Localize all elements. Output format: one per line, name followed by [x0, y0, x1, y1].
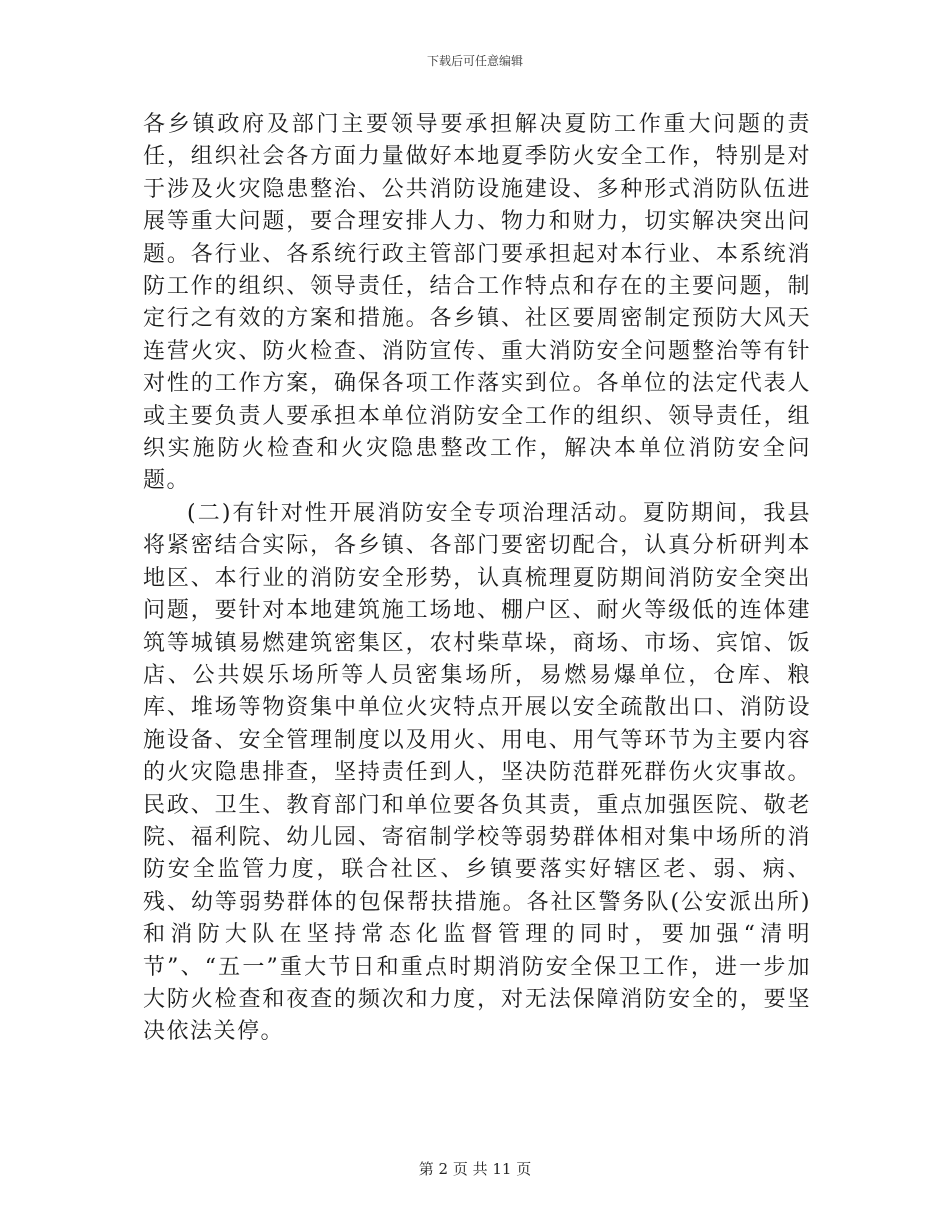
page-header: 下载后可任意编辑 — [426, 54, 523, 68]
paragraph-responsibility: 各乡镇政府及部门主要领导要承担解决夏防工作重大问题的责任，组织社会各方面力量做好本地夏季防火安全工作，特别是对于涉及火灾隐患整治、公共消防设施建设、多种形式消防队伍进展等重大问题，要合理安排人力、物力和财力，切实解决突出问题。各行业、各系统行政主管部门要承担起对本行业、本系统消防工作的组织、领导责任，结合工作特点和存在的主要问题，制定行之有效的方案和措施。各乡镇、社区要周密制定预防大风天连营火灾、防火检查、消防宣传、重大消防安全问题整治等有针对性的工作方案，确保各项工作落实到位。各单位的法定代表人或主要负责人要承担本单位消防安全工作的组织、领导责任，组织实施防火检查和火灾隐患整改工作，解决本单位消防安全问题。 — [143, 112, 811, 494]
document-body — [143, 109, 811, 1049]
page-number-footer: 第 2 页 共 11 页 — [418, 1160, 532, 1178]
paragraph-special-governance: (二)有针对性开展消防安全专项治理活动。夏防期间，我县将紧密结合实际，各乡镇、各部门要密切配合，认真分析研判本地区、本行业的消防安全形势，认真梳理夏防期间消防安全突出问题，要针对本地建筑施工场地、棚户区、耐火等级低的连体建筑等城镇易燃建筑密集区，农村柴草垛，商场、市场、宾馆、饭店、公共娱乐场所等人员密集场所，易燃易爆单位，仓库、粮库、堆场等物资集中单位火灾特点开展以安全疏散出口、消防设施设备、安全管理制度以及用火、用电、用气等环节为主要内容的火灾隐患排查，坚持责任到人，坚决防范群死群伤火灾事故。民政、卫生、教育部门和单位要各负其责，重点加强医院、敬老院、福利院、幼儿园、寄宿制学校等弱势群体相对集中场所的消防安全监管力度，联合社区、乡镇要落实好辖区老、弱、病、残、幼等弱势群体的包保帮扶措施。各社区警务队(公安派出所)和消防大队在坚持常态化监督管理的同时，要加强“清明节”、“五一”重大节日和重点时期消防安全保卫工作，进一步加大防火检查和夜查的频次和力度，对无法保障消防安全的，要坚决依法关停。 — [143, 500, 811, 1045]
